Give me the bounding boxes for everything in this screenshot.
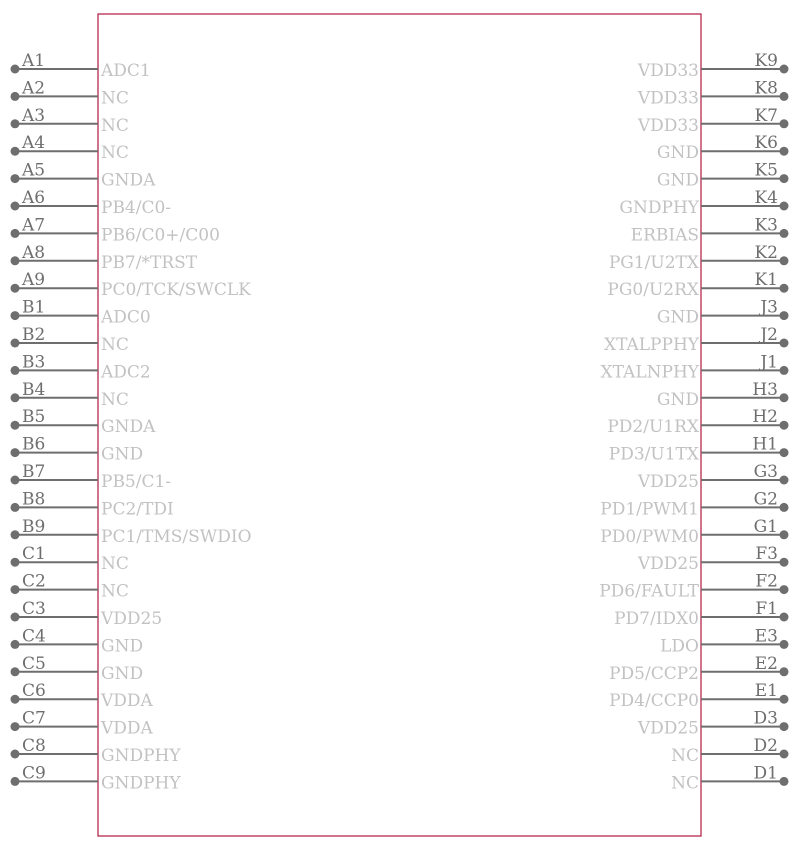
left-pin: [11, 763, 182, 793]
pin-number: K9: [754, 51, 778, 71]
right-pin: [657, 298, 789, 328]
left-pin: [11, 407, 157, 437]
pin-name: VDD25: [101, 609, 163, 629]
right-pin: [657, 380, 789, 410]
left-pin: [11, 243, 198, 273]
pin-number: B1: [22, 297, 46, 318]
pin-end-dot: [11, 613, 20, 622]
pin-name: NC: [101, 581, 129, 602]
pin-end-dot: [11, 448, 20, 457]
pin-number: B5: [22, 407, 46, 428]
pin-number: E3: [754, 626, 778, 647]
left-pin: [11, 133, 129, 163]
pin-number: H1: [752, 434, 778, 455]
right-pin: [671, 736, 788, 766]
left-pin: [11, 215, 220, 245]
pin-number: B3: [22, 352, 46, 373]
pin-name: PG1/U2TX: [608, 252, 699, 273]
pin-number: C8: [22, 736, 46, 756]
pin-end-dot: [11, 750, 20, 759]
pin-end-dot: [11, 311, 20, 320]
pin-end-dot: [11, 585, 20, 594]
pin-end-dot: [780, 65, 789, 74]
pin-number: K2: [754, 242, 778, 263]
left-pin: [11, 161, 157, 191]
right-pin: [660, 626, 788, 656]
pin-number: B2: [22, 325, 46, 345]
pin-end-dot: [11, 421, 20, 430]
pin-end-dot: [11, 229, 20, 238]
pin-end-dot: [780, 750, 789, 759]
right-pin: [637, 544, 789, 574]
pin-number: C1: [22, 544, 46, 565]
right-pin: [637, 709, 789, 739]
right-pin: [631, 215, 789, 245]
pin-number: C6: [22, 681, 46, 702]
pin-name: ADC0: [101, 307, 151, 328]
right-pin: [607, 270, 788, 300]
right-pin: [637, 51, 789, 81]
pin-end-dot: [11, 147, 20, 156]
left-pin: [11, 736, 182, 766]
right-pin: [607, 407, 788, 437]
pin-end-dot: [780, 777, 789, 786]
pin-end-dot: [780, 339, 789, 348]
pin-number: C4: [22, 626, 46, 647]
pin-end-dot: [11, 530, 20, 539]
pin-name: VDD25: [637, 718, 699, 739]
right-pin: [619, 188, 788, 218]
pin-name: NC: [101, 389, 129, 410]
pin-name: LDO: [660, 636, 699, 657]
left-pin: [11, 352, 151, 382]
pin-number: A8: [22, 242, 46, 263]
pin-end-dot: [11, 339, 20, 348]
pin-name: XTALPPHY: [603, 335, 699, 355]
pin-end-dot: [11, 722, 20, 731]
left-pin: [11, 106, 129, 136]
pin-name: PB6/C0+/C00: [101, 225, 220, 246]
left-pin: [11, 51, 151, 81]
left-pin-group: [11, 51, 252, 793]
pin-number: J3: [760, 297, 778, 318]
pin-number: C2: [22, 571, 46, 592]
right-pin: [600, 489, 788, 519]
pin-end-dot: [780, 667, 789, 676]
pin-number: A6: [22, 188, 46, 208]
right-pin: [609, 654, 788, 684]
right-pin: [600, 517, 788, 547]
pin-name: GND: [656, 307, 699, 328]
pin-name: PD5/CCP2: [609, 663, 699, 684]
left-pin: [11, 435, 144, 465]
pin-name: VDDA: [101, 718, 153, 739]
pin-name: GNDA: [101, 170, 156, 191]
pin-number: K7: [754, 105, 778, 126]
pin-number: J1: [760, 352, 778, 373]
right-pin: [599, 572, 788, 602]
pin-end-dot: [11, 667, 20, 676]
pin-number: A2: [22, 78, 46, 99]
pin-number: C3: [22, 599, 46, 619]
pin-name: VDD33: [637, 115, 699, 136]
pin-end-dot: [780, 640, 789, 649]
right-pin: [609, 243, 789, 273]
pin-end-dot: [780, 229, 789, 238]
pin-name: PD0/PWM0: [600, 526, 699, 547]
pin-end-dot: [11, 284, 20, 293]
pin-end-dot: [780, 448, 789, 457]
pin-name: PD3/U1TX: [608, 444, 699, 465]
pin-name: VDD25: [637, 554, 699, 575]
left-pin: [11, 78, 129, 108]
pin-end-dot: [11, 640, 20, 649]
right-pin-group: [599, 51, 788, 793]
pin-end-dot: [780, 695, 789, 704]
left-pin: [11, 380, 129, 410]
pin-number: K8: [754, 78, 778, 99]
pin-number: C9: [22, 763, 46, 784]
pin-end-dot: [780, 256, 789, 265]
pin-number: K6: [754, 133, 778, 154]
pin-end-dot: [11, 119, 20, 128]
pin-name: GND: [656, 143, 699, 164]
pin-name: GND: [101, 663, 144, 684]
left-pin: [11, 462, 172, 492]
pin-end-dot: [780, 393, 789, 402]
pin-name: PC2/TDI: [101, 499, 174, 520]
pin-name: ADC1: [101, 61, 151, 81]
pin-name: NC: [101, 554, 129, 575]
pin-end-dot: [11, 695, 20, 704]
pin-name: PB7/*TRST: [101, 252, 198, 273]
pin-name: GND: [101, 444, 144, 465]
pin-name: GND: [656, 389, 699, 410]
pin-number: D2: [753, 736, 778, 756]
pin-name: PD2/U1RX: [607, 417, 699, 438]
pin-number: A4: [22, 133, 46, 154]
pin-end-dot: [11, 558, 20, 567]
left-pin: [11, 270, 252, 300]
pin-name: GNDPHY: [101, 773, 181, 794]
pin-number: B6: [22, 434, 46, 455]
pin-name: PD7/IDX0: [614, 609, 699, 629]
pin-name: VDDA: [101, 691, 153, 712]
pin-end-dot: [11, 476, 20, 485]
pin-number: K1: [754, 270, 778, 291]
left-pin: [11, 188, 172, 218]
left-pin: [11, 298, 151, 328]
pin-name: VDD33: [637, 61, 699, 81]
pin-name: GNDPHY: [101, 746, 181, 766]
pin-end-dot: [780, 722, 789, 731]
pin-name: PD4/CCP0: [609, 691, 699, 712]
pin-name: XTALNPHY: [600, 362, 699, 383]
right-pin: [637, 106, 789, 136]
pin-number: G3: [753, 462, 778, 482]
pin-end-dot: [11, 65, 20, 74]
pin-number: A7: [22, 215, 46, 236]
pin-number: B7: [22, 462, 46, 482]
pin-name: PC0/TCK/SWCLK: [101, 280, 251, 301]
pin-end-dot: [11, 92, 20, 101]
pin-number: B8: [22, 489, 46, 510]
pin-name: NC: [101, 335, 129, 355]
right-pin: [657, 161, 789, 191]
pin-end-dot: [780, 147, 789, 156]
pin-end-dot: [11, 777, 20, 786]
pin-number: B4: [22, 379, 46, 400]
pin-end-dot: [780, 174, 789, 183]
pin-end-dot: [780, 366, 789, 375]
right-pin: [637, 462, 789, 492]
pin-number: F1: [755, 599, 778, 619]
pin-name: ERBIAS: [630, 225, 699, 246]
pin-end-dot: [780, 476, 789, 485]
pin-name: GND: [101, 636, 144, 657]
right-pin: [657, 133, 789, 163]
pin-end-dot: [780, 585, 789, 594]
left-pin: [11, 489, 174, 519]
left-pin: [11, 599, 163, 629]
pin-number: G2: [753, 489, 778, 510]
pin-end-dot: [780, 284, 789, 293]
pin-end-dot: [780, 202, 789, 211]
pin-name: PC1/TMS/SWDIO: [101, 526, 252, 547]
pin-number: A1: [22, 51, 46, 71]
pin-name: VDD25: [637, 472, 699, 492]
pin-end-dot: [11, 202, 20, 211]
pin-number: K5: [754, 160, 778, 181]
right-pin: [609, 435, 789, 465]
left-pin: [11, 626, 144, 656]
right-pin: [604, 325, 789, 355]
pin-number: A9: [22, 270, 46, 291]
pin-end-dot: [780, 613, 789, 622]
right-pin: [671, 763, 788, 793]
pin-end-dot: [780, 503, 789, 512]
pin-end-dot: [780, 119, 789, 128]
pin-number: C7: [22, 708, 46, 729]
pin-end-dot: [11, 174, 20, 183]
pin-end-dot: [11, 503, 20, 512]
pin-number: J2: [760, 325, 778, 345]
pin-number: K4: [754, 188, 778, 208]
pin-number: A5: [22, 160, 46, 181]
pin-end-dot: [780, 92, 789, 101]
pin-name: ADC2: [101, 362, 151, 383]
left-pin: [11, 325, 129, 355]
pin-number: C5: [22, 653, 46, 674]
pin-end-dot: [780, 311, 789, 320]
pin-number: D3: [753, 708, 778, 729]
pin-name: NC: [101, 88, 129, 109]
pin-name: GNDPHY: [619, 198, 699, 218]
pin-name: NC: [101, 143, 129, 164]
left-pin: [11, 572, 129, 602]
pin-end-dot: [780, 530, 789, 539]
left-pin: [11, 681, 154, 711]
pin-number: F2: [755, 571, 778, 592]
pin-number: K3: [754, 215, 778, 236]
pin-name: PB5/C1-: [101, 472, 172, 492]
pin-number: E1: [754, 681, 778, 702]
pin-end-dot: [11, 256, 20, 265]
pin-end-dot: [11, 366, 20, 375]
pin-end-dot: [11, 393, 20, 402]
pin-name: GNDA: [101, 417, 156, 438]
pin-name: PD1/PWM1: [600, 499, 699, 520]
pin-number: G1: [753, 516, 778, 537]
pin-name: GND: [656, 170, 699, 191]
pin-number: E2: [754, 653, 778, 674]
pin-number: B9: [22, 516, 46, 537]
pin-number: A3: [22, 105, 46, 126]
pin-end-dot: [780, 558, 789, 567]
pin-name: NC: [671, 773, 699, 794]
left-pin: [11, 654, 144, 684]
right-pin: [609, 681, 788, 711]
right-pin: [601, 352, 789, 382]
pin-end-dot: [780, 421, 789, 430]
pin-name: PG0/U2RX: [607, 280, 699, 301]
left-pin: [11, 544, 129, 574]
pin-name: NC: [101, 115, 129, 136]
pin-name: VDD33: [637, 88, 699, 109]
pin-name: NC: [671, 746, 699, 766]
right-pin: [637, 78, 789, 108]
pin-name: PD6/FAULT: [599, 581, 699, 602]
left-pin: [11, 709, 154, 739]
left-pin: [11, 517, 252, 547]
pin-number: F3: [755, 544, 778, 565]
pin-number: H3: [752, 379, 778, 400]
pin-name: PB4/C0-: [101, 198, 172, 218]
pin-number: H2: [752, 407, 778, 428]
pin-number: D1: [753, 763, 778, 784]
